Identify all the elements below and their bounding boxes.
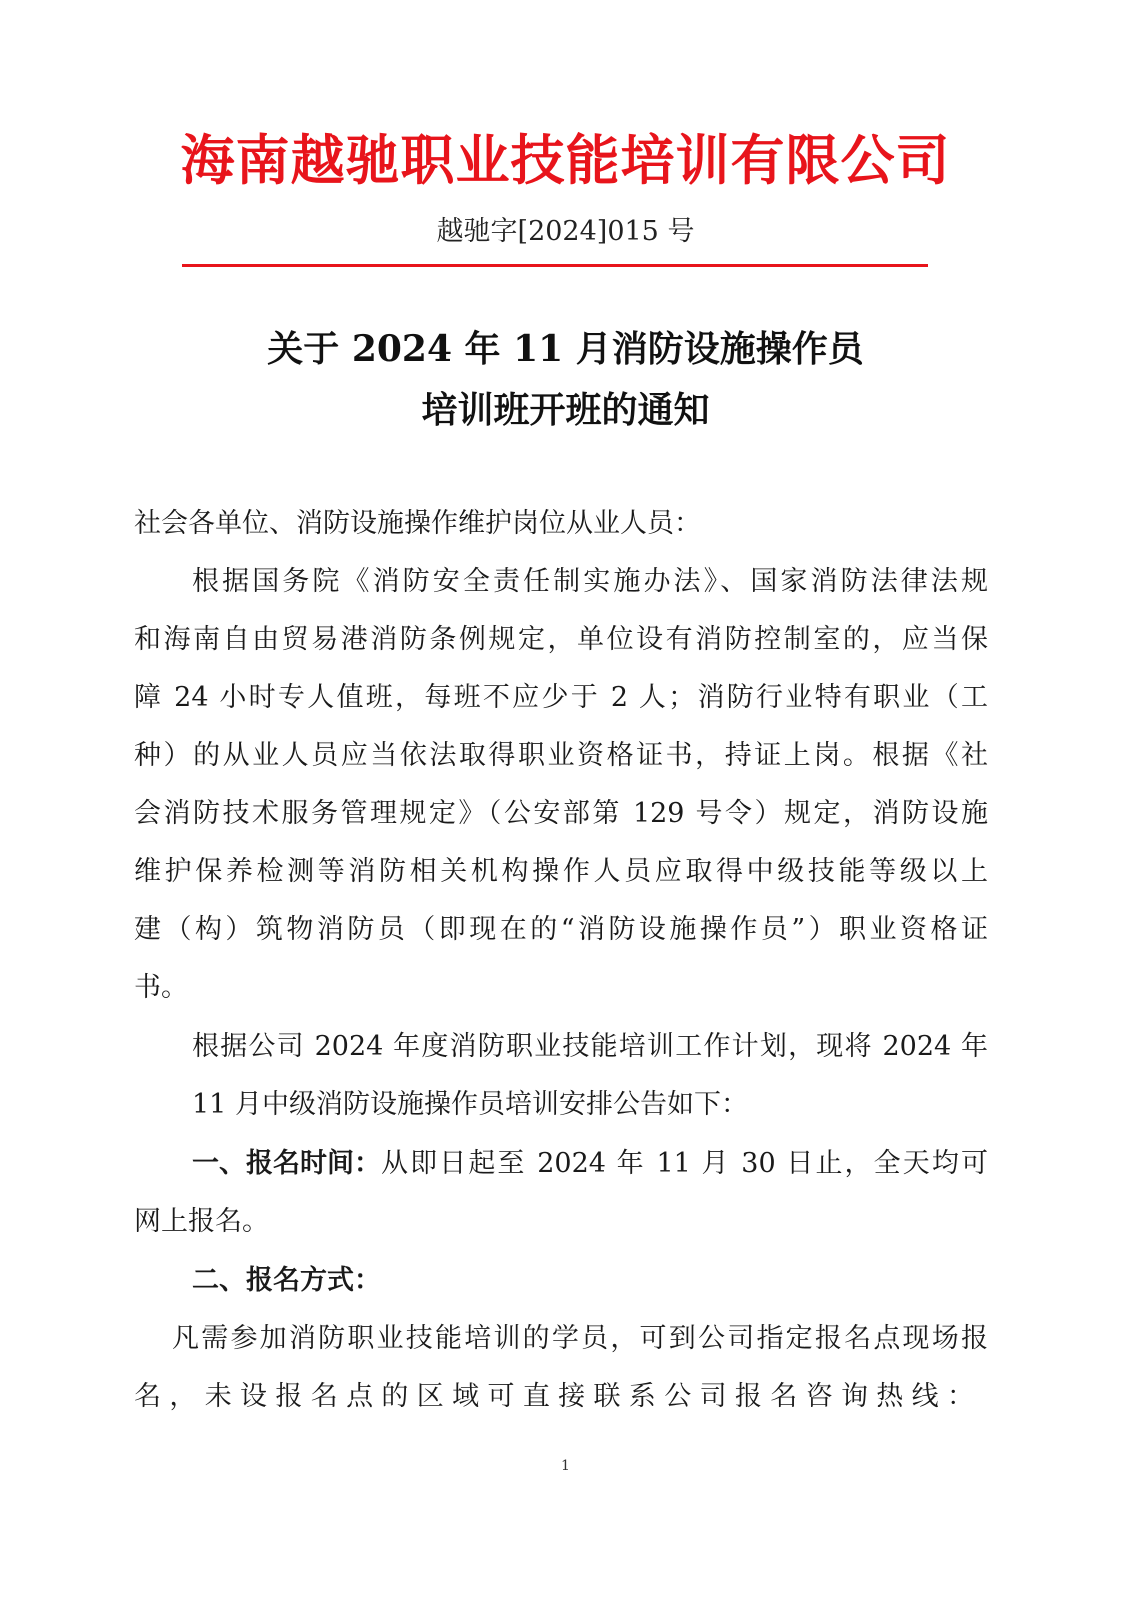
paragraph-line: 种）的从业人员应当依法取得职业资格证书，持证上岗。根据《社 xyxy=(134,740,988,771)
paragraph-line: 会消防技术服务管理规定》（公安部第 129 号令）规定，消防设施 xyxy=(134,798,988,829)
paragraph-line: 根据国务院《消防安全责任制实施办法》、国家消防法律法规 xyxy=(192,566,988,597)
red-divider-line xyxy=(182,264,928,267)
paragraph-line: 网上报名。 xyxy=(134,1206,269,1237)
page-number: 1 xyxy=(561,1458,570,1474)
document-number: 越驰字[2024]015 号 xyxy=(436,216,695,247)
paragraph-line: 凡需参加消防职业技能培训的学员，可到公司指定报名点现场报 xyxy=(172,1323,988,1354)
paragraph-line: 和海南自由贸易港消防条例规定，单位设有消防控制室的，应当保 xyxy=(134,624,988,655)
paragraph-line: 建（构）筑物消防员（即现在的“消防设施操作员”）职业资格证 xyxy=(134,914,988,945)
section-registration-time xyxy=(192,1145,988,1183)
section-text: 从即日起至 2024 年 11 月 30 日止，全天均可 xyxy=(381,1148,988,1179)
paragraph-line: 11 月中级消防设施操作员培训安排公告如下： xyxy=(192,1089,748,1120)
organization-header: 海南越驰职业技能培训有限公司 xyxy=(180,128,951,192)
paragraph-line: 名，未设报名点的区域可直接联系公司报名咨询热线： xyxy=(134,1381,974,1412)
paragraph-line: 障 24 小时专人值班，每班不应少于 2 人；消防行业特有职业（工 xyxy=(134,682,988,713)
notice-title-line-2: 培训班开班的通知 xyxy=(421,389,710,431)
paragraph-line: 维护保养检测等消防相关机构操作人员应取得中级技能等级以上 xyxy=(134,856,988,887)
section-heading: 二、报名方式： xyxy=(192,1265,381,1296)
paragraph-line: 根据公司 2024 年度消防职业技能培训工作计划，现将 2024 年 xyxy=(192,1031,988,1062)
paragraph-line: 书。 xyxy=(134,972,188,1003)
notice-title-line-1: 关于 2024 年 11 月消防设施操作员 xyxy=(267,328,864,370)
salutation: 社会各单位、消防设施操作维护岗位从业人员： xyxy=(134,508,701,539)
section-heading: 一、报名时间： xyxy=(192,1148,381,1179)
